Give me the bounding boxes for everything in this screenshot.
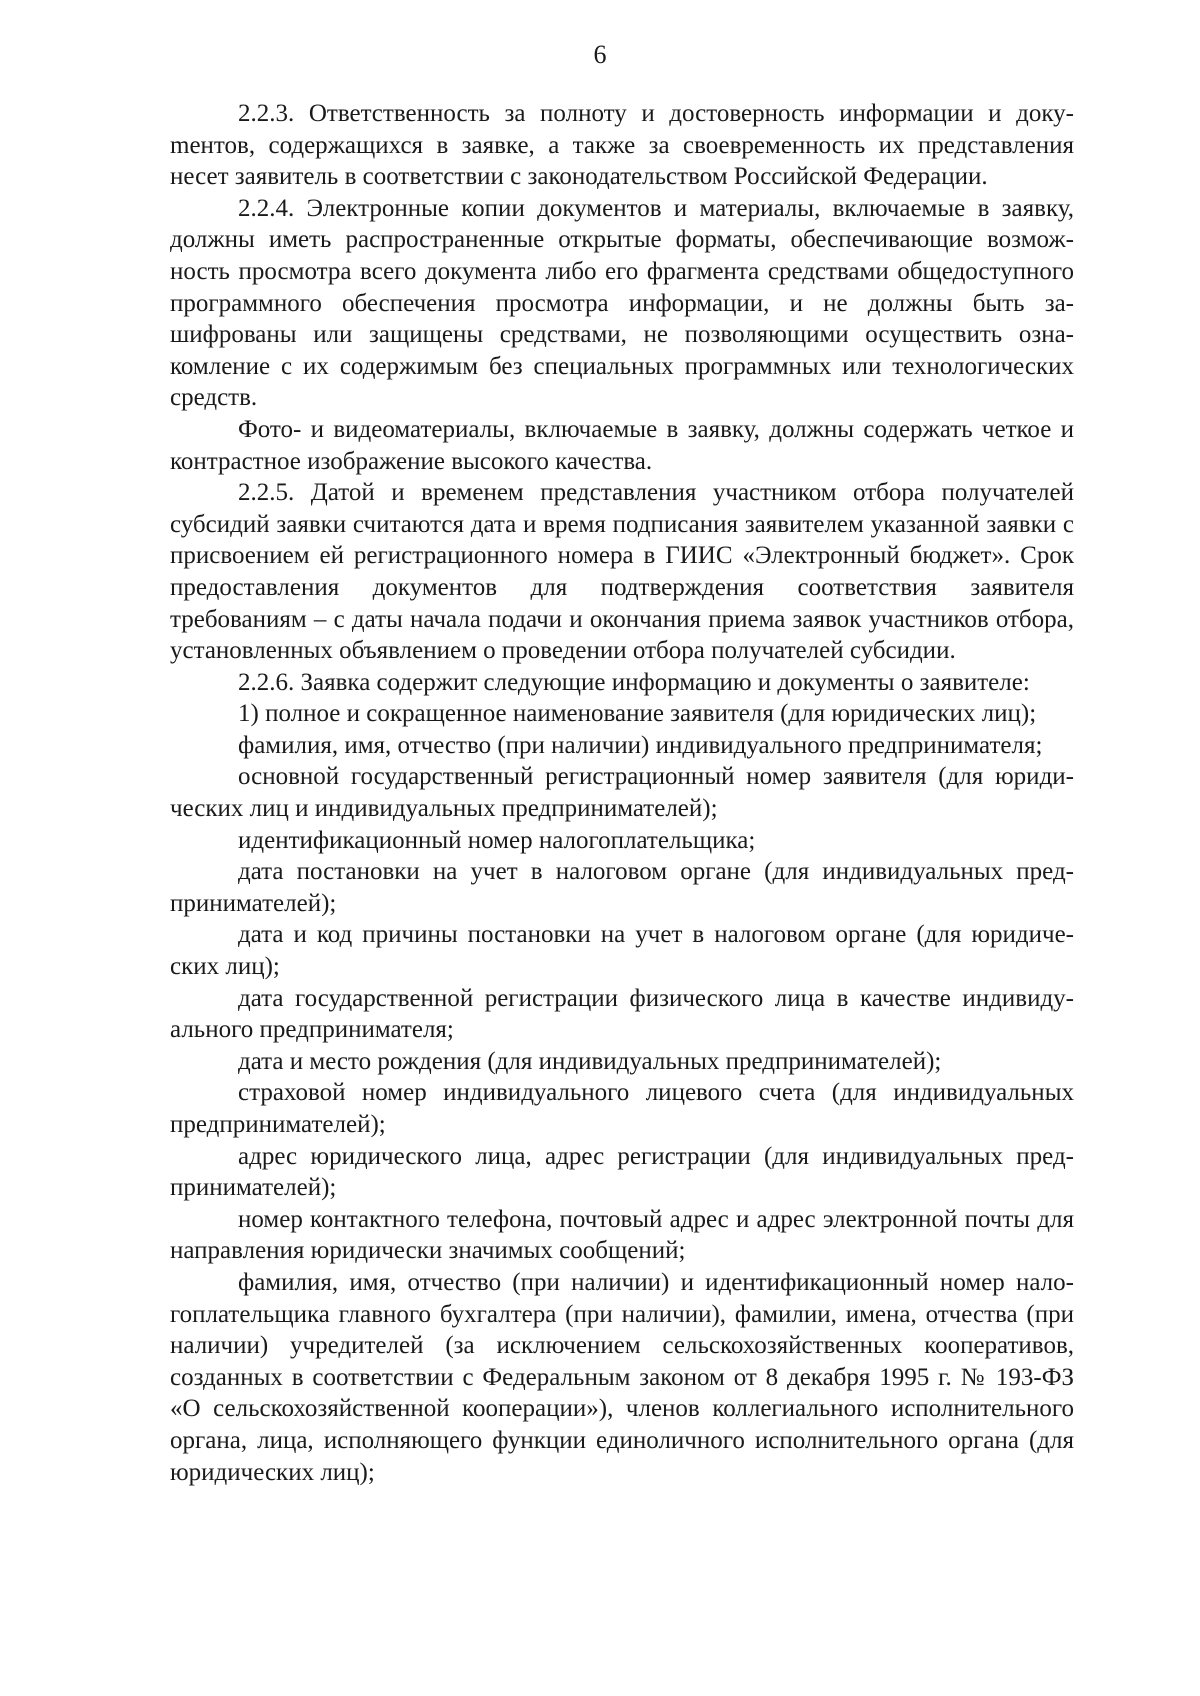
paragraph-photo-video: Фото- и видеоматериалы, включаемые в заявку, должны содержать четкое и контрастное изображение высокого качества. [170, 415, 1074, 475]
list-item-kpp: дата и код причины постановки на учет в налоговом органе (для юридических лиц); [170, 921, 1074, 981]
list-item-snils: страховой номер индивидуального лицевого счета (для индивидуальных предпринимателей); [170, 1079, 1074, 1138]
paragraph-2-2-3: 2.2.3. Ответственность за полноту и достоверность информации и докуmентов, содержащихся в заявке, а также за своевременность их представления несет заявитель в соответствии с законодательством Российской Федерации. [170, 100, 1074, 191]
page-number: 6 [593, 40, 607, 69]
paragraph-2-2-4: 2.2.4. Электронные копии документов и материалы, включаемые в заявку, должны иметь распространенные открытые форматы, обеспечивающие возможность просмотра всего документа либо его фрагмента средствами общедоступного программного обеспечения просмотра информации, и не должны быть зашифрованы или защищены средствами, не позволяющими осуществить ознакомление с их содержимым без специальных программных или технологических средств. [170, 194, 1074, 412]
list-item-tax-registration-date: дата постановки на учет в налоговом органе (для индивидуальных предпринимателей); [170, 858, 1074, 917]
paragraph-2-2-5: 2.2.5. Датой и временем представления участником отбора получателей субсидий заявки считаются дата и время подписания заявителем указанной заявки с присвоением ей регистрационного номера в ГИИС «Электронный бюджет». Срок предоставления документов для подтверждения соответствия заявителя требованиям – с даты начала подачи и окончания приема заявок участников отбора, установленных объявлением о проведении отбора получателей субсидии. [170, 479, 1074, 665]
list-item-address: адрес юридического лица, адрес регистрации (для индивидуальных предпринимателей); [170, 1142, 1074, 1202]
list-item-founders: фамилия, имя, отчество (при наличии) и идентификационный номер налогоплательщика главного бухгалтера (при наличии), фамилии, имена, отчества (при наличии) учредителей (за исключением сельскохозяйственных кооперативов, созданных в соответствии с Федеральным законом от 8 декабря 1995 г. № 193-ФЗ «О сельскохозяйственной кооперации»), членов коллегиального исполнительного органа, лица, исполняющего функции единоличного исполнительного органа (для юридических лиц); [170, 1268, 1074, 1486]
paragraph-2-2-6: 2.2.6. Заявка содержит следующие информацию и документы о заявителе: [238, 668, 1030, 696]
list-item-entrepreneur-name: фамилия, имя, отчество (при наличии) индивидуального предпринимателя; [238, 731, 1043, 759]
list-item-state-registration-date: дата государственной регистрации физического лица в качестве индивидуального предпринимателя; [170, 984, 1074, 1044]
list-item-contacts: номер контактного телефона, почтовый адрес и адрес электронной почты для направления юридически значимых сообщений; [170, 1205, 1074, 1265]
list-item-birth: дата и место рождения (для индивидуальных предпринимателей); [238, 1047, 942, 1075]
document-body [170, 98, 1074, 1488]
list-item-full-name: 1) полное и сокращенное наименование заявителя (для юридических лиц); [238, 700, 1037, 728]
list-item-ogrn: основной государственный регистрационный номер заявителя (для юридических лиц и индивидуальных предпринимателей); [170, 763, 1074, 823]
list-item-inn: идентификационный номер налогоплательщика; [238, 826, 756, 854]
